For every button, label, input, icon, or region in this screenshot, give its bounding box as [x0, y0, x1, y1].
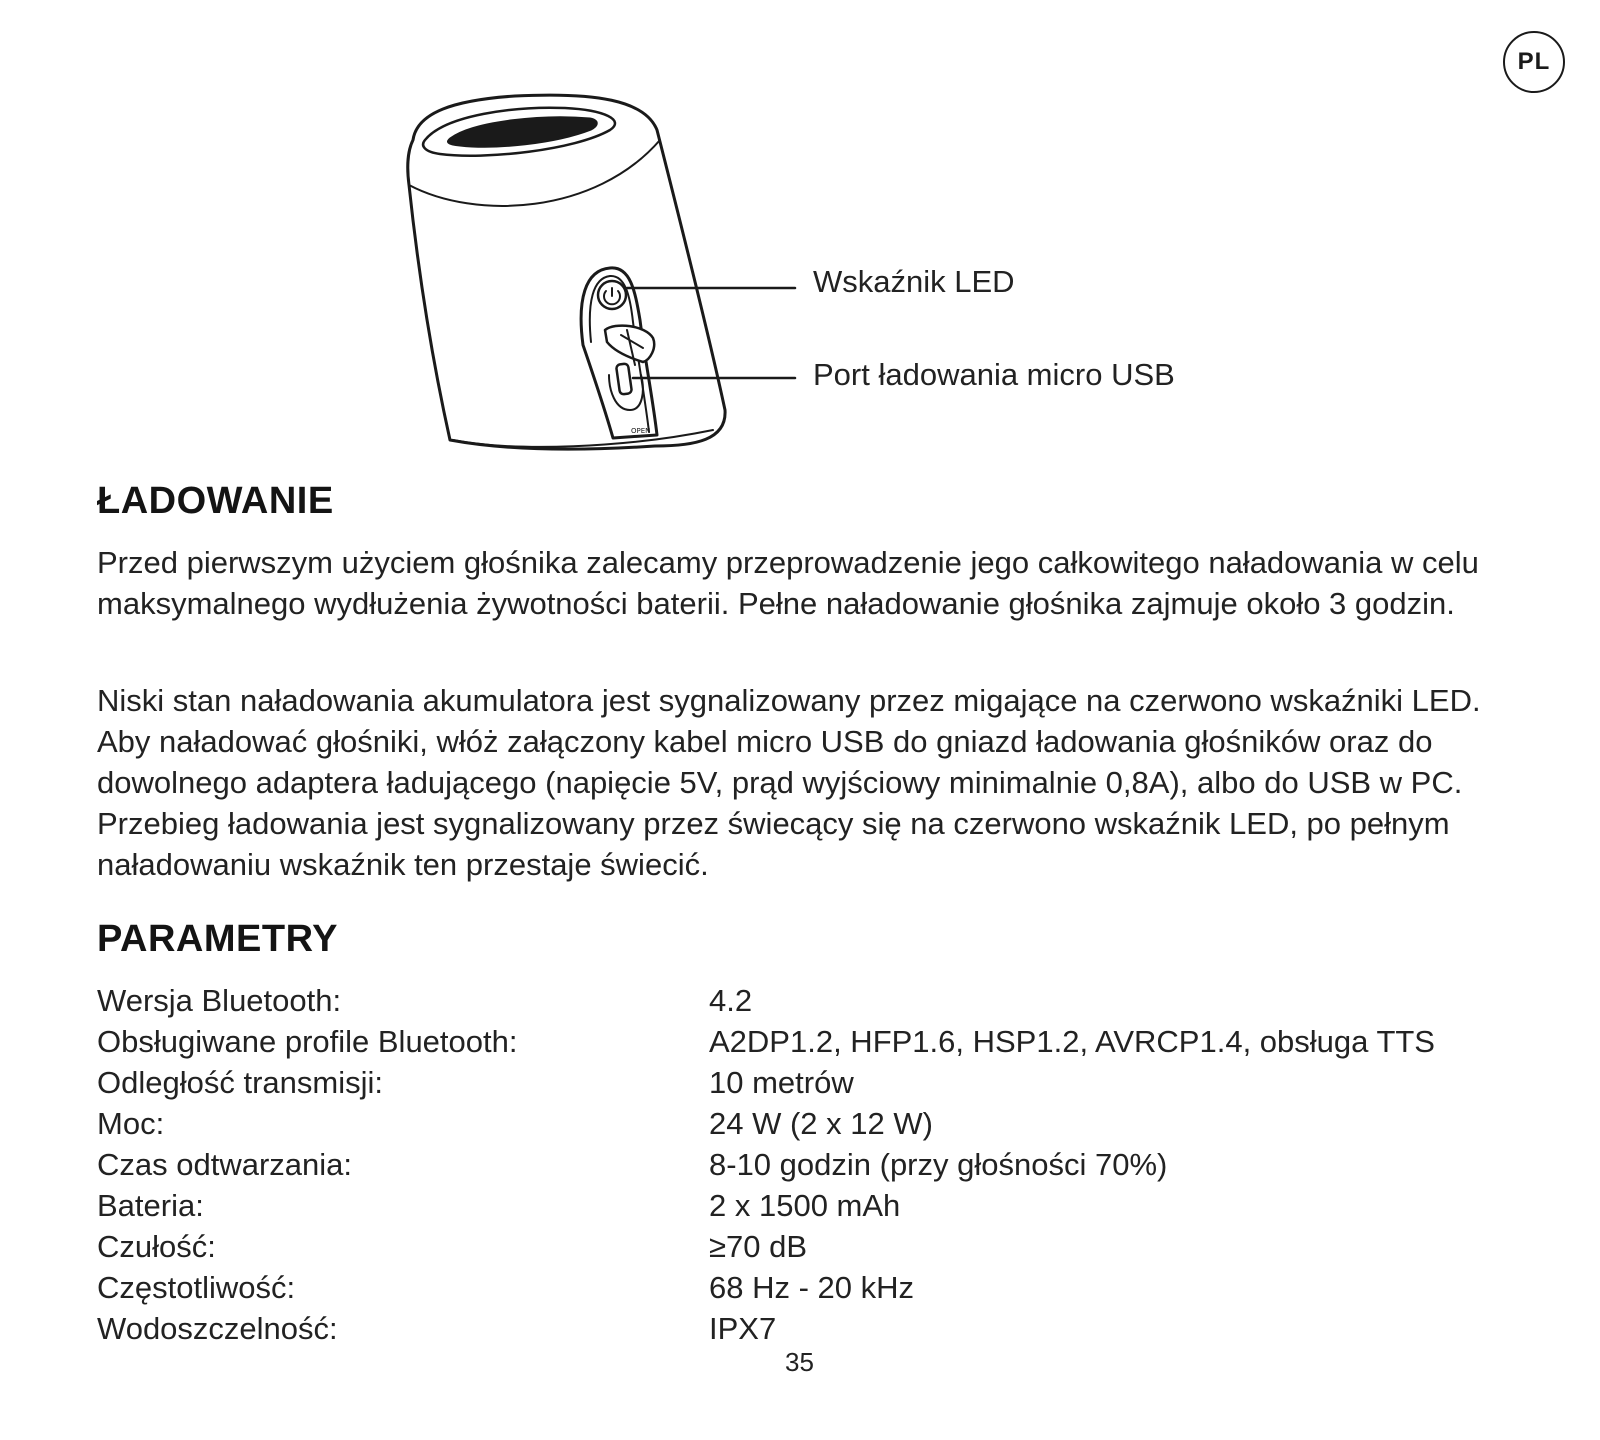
spec-label: Moc:: [97, 1106, 165, 1141]
svg-text:OPEN: OPEN: [631, 427, 651, 435]
spec-label: Wodoszczelność:: [97, 1311, 338, 1346]
spec-row: [97, 1185, 1517, 1226]
page-number: 35: [785, 1347, 814, 1377]
usb-port-label: Port ładowania micro USB: [813, 357, 1175, 392]
spec-row: [97, 1103, 1517, 1144]
language-badge: PL: [1503, 31, 1565, 93]
spec-value: 8-10 godzin (przy głośności 70%): [709, 1147, 1168, 1182]
spec-label: Czułość:: [97, 1229, 216, 1264]
speaker-illustration: [395, 90, 1295, 470]
spec-value: 4.2: [709, 983, 753, 1018]
charging-paragraph-1: Przed pierwszym użyciem głośnika zalecamy przeprowadzenie jego całkowitego naładowania w celu maksymalnego wydłużenia żywotności baterii. Pełne naładowanie głośnika zajmuje około 3 godzin.: [97, 545, 1479, 621]
spec-row: [97, 980, 1517, 1021]
spec-value: 10 metrów: [709, 1065, 854, 1100]
spec-label: Wersja Bluetooth:: [97, 983, 342, 1018]
spec-label: Czas odtwarzania:: [97, 1147, 353, 1182]
spec-value: ≥70 dB: [709, 1229, 808, 1264]
parameters-table: [97, 980, 1517, 1349]
spec-row: [97, 1021, 1517, 1062]
spec-label: Bateria:: [97, 1188, 204, 1223]
spec-row: [97, 1267, 1517, 1308]
spec-value: 24 W (2 x 12 W): [709, 1106, 933, 1141]
charging-paragraph-2: Niski stan naładowania akumulatora jest sygnalizowany przez migające na czerwono wskaźniki LED. Aby naładować głośniki, włóż załączony kabel micro USB do gniazd ładowania głośników oraz do dowolnego adaptera ładującego (napięcie 5V, prąd wyjściowy minimalnie 0,8A), albo do USB w PC. Przebieg ładowania jest sygnalizowany przez świecący się na czerwono wskaźnik LED, po pełnym naładowaniu wskaźnik ten przestaje świecić.: [97, 683, 1481, 882]
spec-value: 68 Hz - 20 kHz: [709, 1270, 915, 1305]
charging-title: ŁADOWANIE: [97, 480, 334, 522]
spec-row: [97, 1062, 1517, 1103]
spec-value: A2DP1.2, HFP1.6, HSP1.2, AVRCP1.4, obsługa TTS: [709, 1024, 1435, 1059]
speaker-body: [408, 95, 725, 449]
led-indicator-label: Wskaźnik LED: [813, 264, 1015, 299]
spec-row: [97, 1308, 1517, 1349]
spec-label: Obsługiwane profile Bluetooth:: [97, 1024, 518, 1059]
spec-label: Częstotliwość:: [97, 1270, 296, 1305]
parameters-title: PARAMETRY: [97, 918, 338, 960]
spec-value: IPX7: [709, 1311, 777, 1346]
spec-row: [97, 1144, 1517, 1185]
spec-row: [97, 1226, 1517, 1267]
spec-value: 2 x 1500 mAh: [709, 1188, 901, 1223]
spec-label: Odległość transmisji:: [97, 1065, 383, 1100]
